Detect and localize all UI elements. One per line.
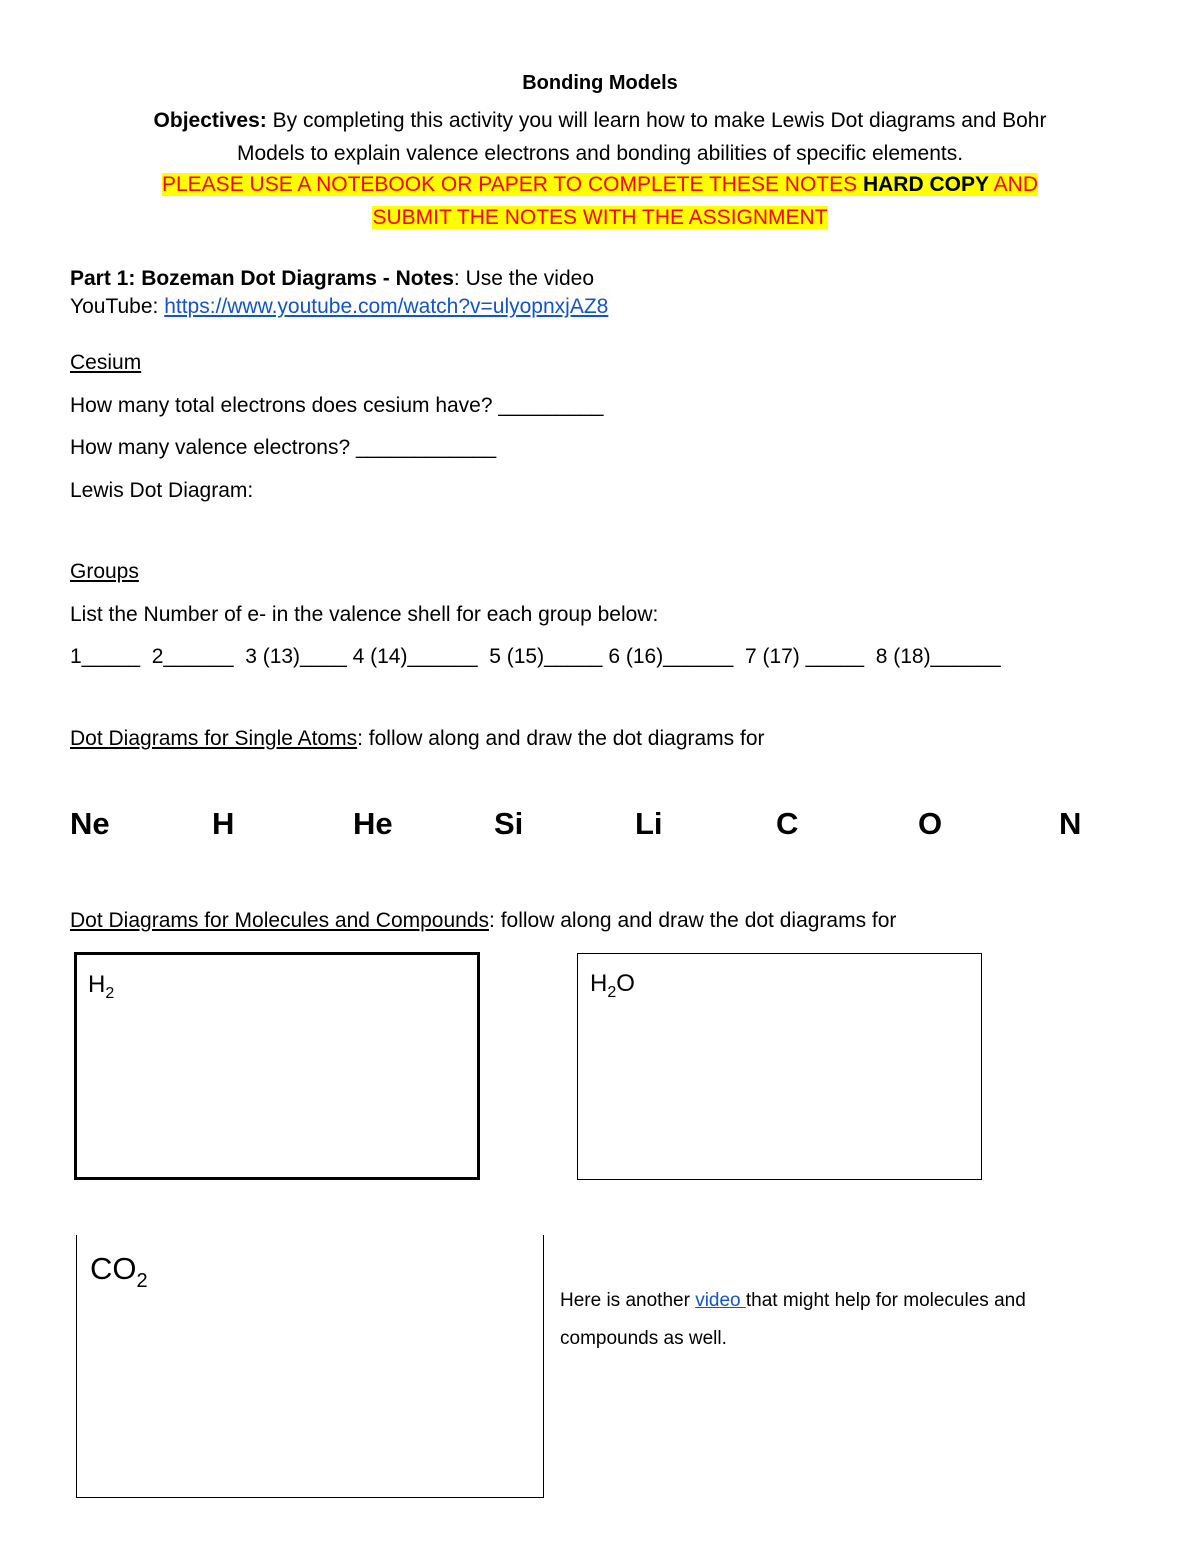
h2-answer-box[interactable] [74, 952, 480, 1180]
groups-heading: Groups [70, 560, 139, 583]
part1-heading-rest: : Use the video [453, 267, 595, 290]
single-atoms-title: Dot Diagrams for Single Atoms [70, 727, 358, 750]
h2o-answer-box[interactable] [577, 953, 982, 1180]
atom-n: N [1059, 806, 1082, 841]
hard-copy-notice [0, 168, 1200, 234]
part1-heading [70, 267, 594, 291]
molecules-rest: : follow along and draw the dot diagrams for [489, 909, 897, 932]
groups-blanks [70, 645, 1001, 669]
group-blank: 5 (15)_____ [489, 645, 603, 668]
cesium-heading: Cesium [70, 351, 142, 374]
youtube-label: YouTube: [70, 295, 165, 318]
single-atoms-heading [70, 727, 765, 751]
atom-h: H [212, 806, 235, 841]
youtube-line [70, 295, 638, 319]
groups-instruction: List the Number of e- in the valence shell for each group below: [70, 603, 659, 626]
h2o-label: $H_2O$ [590, 970, 635, 1001]
notice-hard-copy: HARD COPY [862, 173, 989, 196]
cesium-question-valence: How many valence electrons? ____________ [70, 436, 497, 459]
objectives-text-line2: Models to explain valence electrons and bonding abilities of specific elements. [236, 142, 964, 165]
notice-line1-post: AND [988, 173, 1038, 196]
molecules-heading [70, 909, 896, 933]
additional-video-note [560, 1282, 1120, 1358]
part1-heading-bold: Part 1: Bozeman Dot Diagrams - Notes [70, 267, 454, 290]
molecules-title: Dot Diagrams for Molecules and Compounds [70, 909, 490, 932]
video-link[interactable]: video [695, 1290, 746, 1311]
group-blank: 4 (14)______ [352, 645, 478, 668]
objectives-label: Objectives: [153, 109, 267, 132]
atom-li: Li [635, 806, 663, 841]
group-blank: 1_____ [70, 645, 141, 668]
cesium-question-total: How many total electrons does cesium have? _________ [70, 394, 604, 417]
h2-label: $H_2$ [88, 971, 115, 1002]
notice-line2: SUBMIT THE NOTES WITH THE ASSIGNMENT [372, 206, 828, 229]
objectives [0, 104, 1200, 170]
group-blank: 3 (13)____ [245, 645, 347, 668]
atom-he: He [353, 806, 393, 841]
note-post: that might help for molecules and compounds as well. [560, 1290, 1026, 1349]
atom-si: Si [494, 806, 524, 841]
cesium-lewis-label: Lewis Dot Diagram: [70, 479, 254, 502]
atom-o: O [918, 806, 943, 841]
page-title: Bonding Models [522, 72, 678, 94]
objectives-text-line1: By completing this activity you will learn how to make Lewis Dot diagrams and Bohr [272, 109, 1047, 132]
notice-line1-pre: PLEASE USE A NOTEBOOK OR PAPER TO COMPLETE THESE NOTES [161, 173, 863, 196]
group-blank: 8 (18)______ [875, 645, 1001, 668]
atom-c: C [776, 806, 799, 841]
group-blank: 6 (16)______ [608, 645, 734, 668]
co2-answer-box[interactable] [76, 1235, 544, 1498]
youtube-link[interactable]: https://www.youtube.com/watch?v=ulyopnxjAZ8 [164, 295, 609, 318]
co2-label: $CO_2$ [90, 1251, 148, 1292]
single-atoms-rest: : follow along and draw the dot diagrams for [357, 727, 765, 750]
group-blank: 7 (17) _____ [744, 645, 865, 668]
group-blank: 2______ [151, 645, 234, 668]
note-pre: Here is another [560, 1290, 696, 1311]
atom-ne: Ne [70, 806, 110, 841]
